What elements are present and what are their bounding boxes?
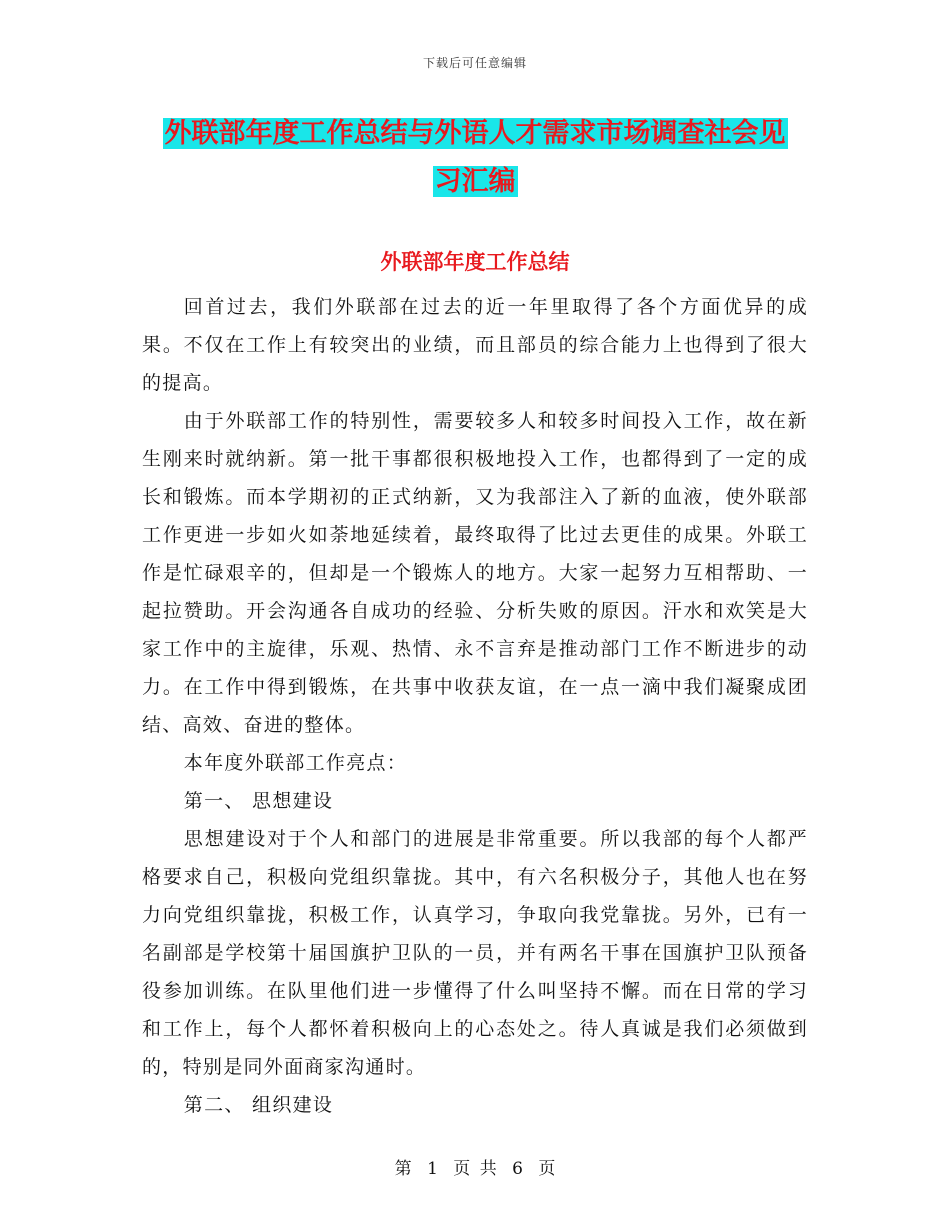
body-text	[142, 288, 808, 1124]
paragraph: 第一、 思想建设	[183, 790, 334, 812]
footer-middle: 页 共	[453, 1159, 497, 1179]
document-title-line2: 习汇编	[434, 166, 516, 197]
page-footer	[0, 1154, 950, 1179]
footer-suffix: 页	[538, 1159, 556, 1179]
footer-prefix: 第	[394, 1159, 412, 1179]
footer-current-page: 1	[427, 1159, 438, 1179]
section-title: 外联部年度工作总结	[380, 249, 570, 274]
header-note: 下载后可任意编辑	[422, 56, 527, 70]
paragraph: 思想建设对于个人和部门的进展是非常重要。所以我部的每个人都严格要求自己，积极向党组织靠拢。其中，有六名积极分子，其他人也在努力向党组织靠拢，积极工作，认真学习，争取向我党靠拢。另外，已有一名副部是学校第十届国旗护卫队的一员，并有两名干事在国旗护卫队预备役参加训练。在队里他们进一步懂得了什么叫坚持不懈。而在日常的学习和工作上，每个人都怀着积极向上的心态处之。待人真诚是我们必须做到的，特别是同外面商家沟通时。	[142, 828, 808, 1078]
document-title	[142, 110, 808, 206]
paragraph: 第二、 组织建设	[183, 1094, 334, 1116]
paragraph: 由于外联部工作的特别性，需要较多人和较多时间投入工作，故在新生刚来时就纳新。第一批干事都很积极地投入工作，也都得到了一定的成长和锻炼。而本学期初的正式纳新，又为我部注入了新的血液，使外联部工作更进一步如火如荼地延续着，最终取得了比过去更佳的成果。外联工作是忙碌艰辛的，但却是一个锻炼人的地方。大家一起努力互相帮助、一起拉赞助。开会沟通各自成功的经验、分析失败的原因。汗水和欢笑是大家工作中的主旋律，乐观、热情、永不言弃是推动部门工作不断进步的动力。在工作中得到锻炼，在共事中收获友谊，在一点一滴中我们凝聚成团结、高效、奋进的整体。	[142, 410, 808, 736]
footer-total-pages: 6	[512, 1159, 523, 1179]
paragraph: 回首过去，我们外联部在过去的近一年里取得了各个方面优异的成果。不仅在工作上有较突出的业绩，而且部员的综合能力上也得到了很大的提高。	[142, 296, 808, 394]
paragraph: 本年度外联部工作亮点：	[183, 752, 408, 774]
document-title-line1: 外联部年度工作总结与外语人才需求市场调查社会见	[164, 118, 786, 149]
